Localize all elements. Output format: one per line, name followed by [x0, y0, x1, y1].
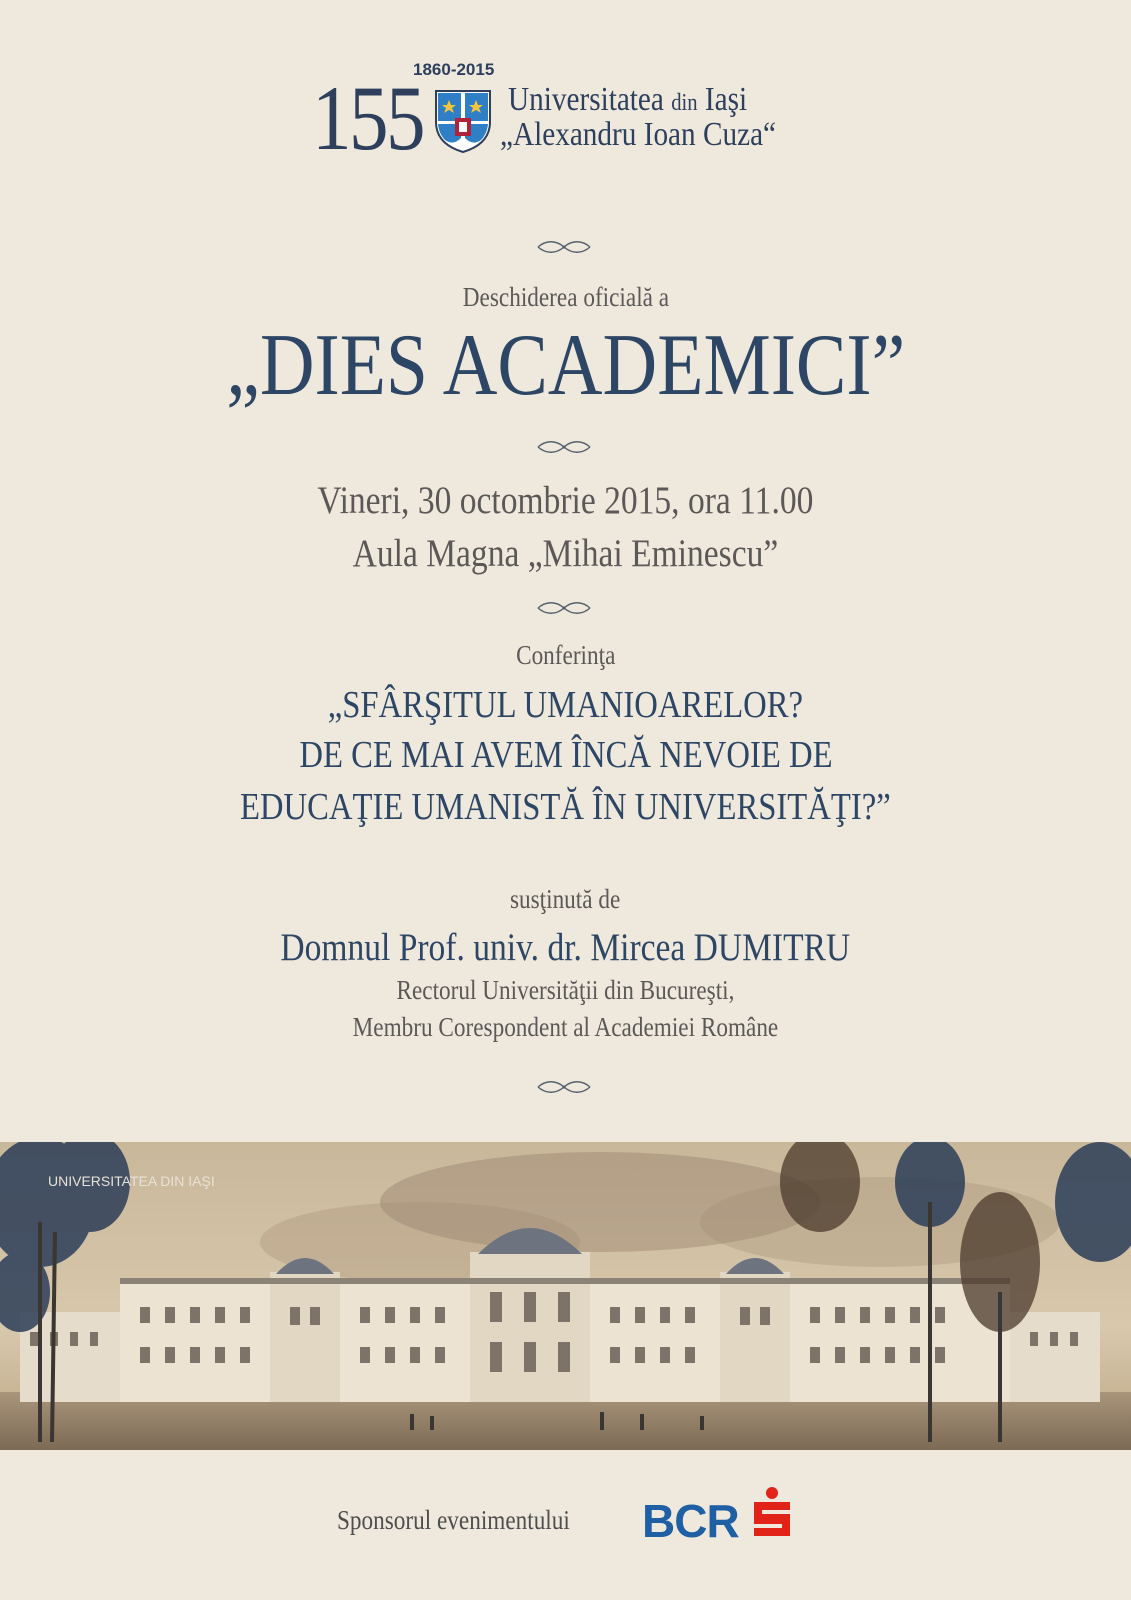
conference-title-line2: DE CE MAI AVEM ÎNCĂ NEVOIE DE	[298, 734, 833, 776]
years-range: 1860-2015	[413, 60, 495, 79]
sponsor-brand: BCR	[642, 1495, 739, 1547]
bcr-logo-icon	[748, 1486, 796, 1540]
university-name-line1	[508, 83, 747, 117]
university-city: Iaşi	[704, 81, 748, 118]
conference-label: Conferinţa	[515, 640, 616, 670]
speaker-intro: susţinută de	[510, 884, 621, 914]
speaker-name: Domnul Prof. univ. dr. Mircea DUMITRU	[280, 926, 851, 969]
ornament-divider-icon	[536, 1080, 592, 1094]
event-intro: Deschiderea oficială a	[462, 282, 669, 312]
university-name-line2: „Alexandru Ioan Cuza“	[500, 116, 777, 153]
event-date: Vineri, 30 octombrie 2015, ora 11.00	[317, 479, 814, 522]
event-venue: Aula Magna „Mihai Eminescu”	[352, 532, 779, 575]
painting-caption: UNIVERSITATEA DIN IAŞI	[48, 1173, 215, 1189]
ornament-divider-icon	[536, 240, 592, 254]
ornament-divider-icon	[536, 601, 592, 615]
conference-title-line3: EDUCAŢIE UMANISTĂ ÎN UNIVERSITĂŢI?”	[240, 786, 891, 828]
university-crest-icon	[433, 88, 493, 154]
anniversary-number: 155	[312, 67, 423, 169]
conference-title-line1: „SFÂRŞITUL UMANIOARELOR?	[327, 684, 804, 726]
university-word-small: din	[671, 90, 698, 116]
speaker-role-line2: Membru Corespondent al Academiei Române	[352, 1012, 779, 1042]
sponsor-label: Sponsorul evenimentului	[337, 1505, 570, 1535]
speaker-role-line1: Rectorul Universităţii din Bucureşti,	[396, 975, 735, 1005]
university-building-painting	[0, 1142, 1131, 1450]
event-title: „DIES ACADEMICI”	[226, 317, 905, 414]
ornament-divider-icon	[536, 440, 592, 454]
university-word: Universitatea	[508, 81, 664, 118]
